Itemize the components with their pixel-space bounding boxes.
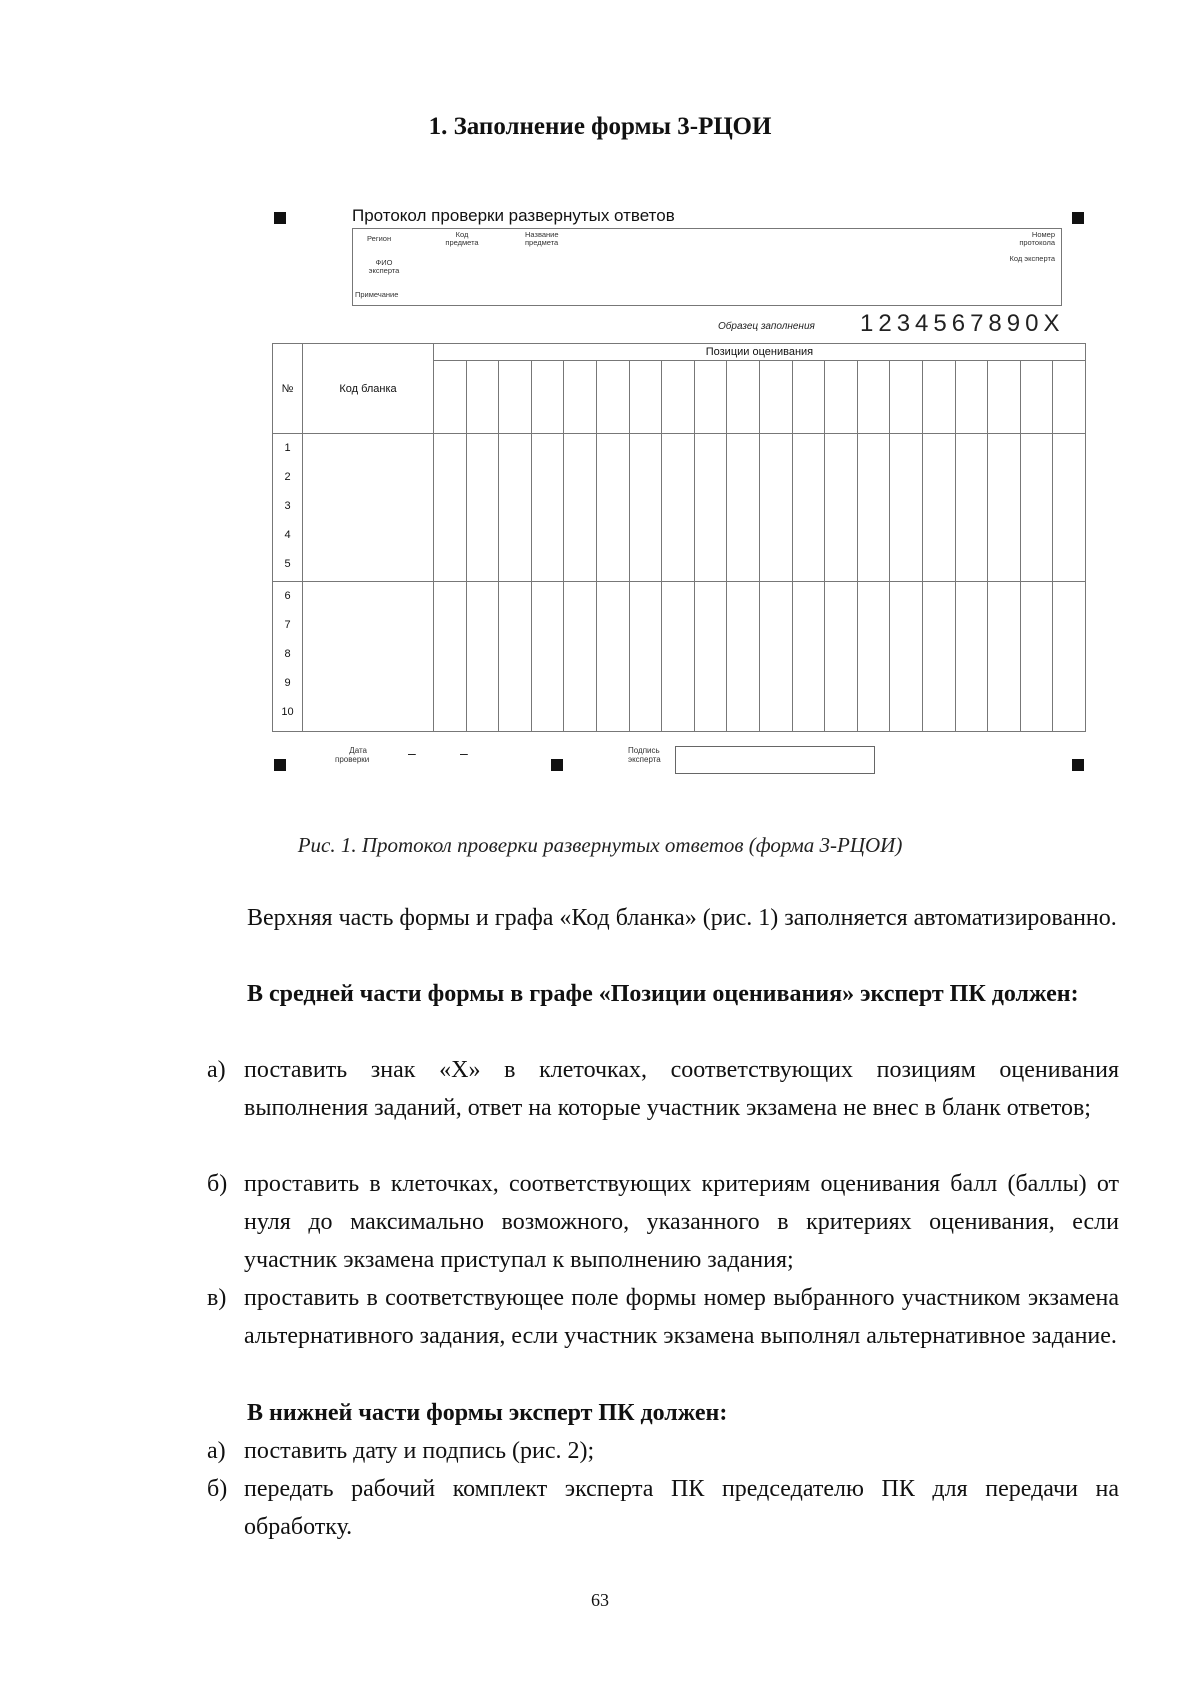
form-header-box <box>352 228 1062 306</box>
list-item <box>207 1470 1119 1546</box>
form-title: Протокол проверки развернутых ответов <box>352 206 675 225</box>
note-label: Примечание <box>355 290 399 299</box>
list-item <box>207 1432 1119 1470</box>
sample-label: Образец заполнения <box>718 321 815 332</box>
position-cell[interactable] <box>955 361 988 434</box>
sample-value: 1234567890X <box>860 310 1065 337</box>
row-number: 9 <box>284 677 291 689</box>
position-cell[interactable] <box>531 361 564 434</box>
date-label: Дата проверки <box>335 746 370 764</box>
date-separator: – <box>460 745 468 761</box>
position-cell[interactable] <box>629 361 662 434</box>
position-cell[interactable] <box>564 361 597 434</box>
position-cell[interactable] <box>792 361 825 434</box>
subject-code-label: Код предмета <box>445 230 479 247</box>
list-text: поставить дату и подпись (рис. 2); <box>244 1438 595 1464</box>
signature-box[interactable] <box>675 746 875 774</box>
row-number: 6 <box>284 590 291 602</box>
paragraph-bold: В средней части формы в графе «Позиции оценивания» эксперт ПК должен: <box>247 981 1079 1007</box>
position-cell[interactable] <box>825 361 858 434</box>
corner-mark-icon <box>1072 212 1084 224</box>
region-label: Регион <box>367 234 392 243</box>
list-marker: б) <box>207 1476 228 1502</box>
position-cell[interactable] <box>857 361 890 434</box>
expert-name-label: ФИО эксперта <box>368 258 400 275</box>
list-item <box>207 1279 1119 1355</box>
expert-code-label: Код эксперта <box>1009 254 1055 263</box>
list-marker: б) <box>207 1171 228 1197</box>
signature-label: Подпись эксперта <box>628 746 661 764</box>
position-cell[interactable] <box>499 361 532 434</box>
position-cell[interactable] <box>434 361 467 434</box>
list-text: проставить в соответствующее поле формы номер выбранного участником экзамена альтернативного задания, если участник экзамена выполнял альтернативное задание. <box>244 1285 1119 1349</box>
row-number: 4 <box>284 529 291 541</box>
position-cell[interactable] <box>922 361 955 434</box>
position-cell[interactable] <box>466 361 499 434</box>
position-cell[interactable] <box>727 361 760 434</box>
position-cell[interactable] <box>890 361 923 434</box>
corner-mark-icon <box>551 759 563 771</box>
code-cell <box>303 434 434 582</box>
evaluation-table <box>272 343 1086 732</box>
row-number: 10 <box>281 706 294 718</box>
row-number: 2 <box>284 471 291 483</box>
corner-mark-icon <box>274 212 286 224</box>
list-text: проставить в клеточках, соответствующих критериям оценивания балл (баллы) от нуля до максимально возможного, указанного в критериях оценивания, если участник экзамена приступал к выполнению задания; <box>244 1171 1119 1273</box>
subject-name-label: Название предмета <box>525 230 559 247</box>
list-marker: в) <box>207 1285 227 1311</box>
list-text: передать рабочий комплект эксперта ПК председателю ПК для передачи на обработку. <box>244 1476 1119 1540</box>
number-column-header: № <box>273 344 303 434</box>
section-heading: 1. Заполнение формы 3-РЦОИ <box>428 113 772 140</box>
position-cell[interactable] <box>988 361 1021 434</box>
corner-mark-icon <box>1072 759 1084 771</box>
row-numbers-block <box>273 582 303 732</box>
positions-column-header: Позиции оценивания <box>434 344 1086 361</box>
row-number: 8 <box>284 648 291 660</box>
paragraph-bold: В нижней части формы эксперт ПК должен: <box>247 1400 728 1426</box>
row-number: 7 <box>284 619 291 631</box>
row-number: 3 <box>284 500 291 512</box>
position-cell[interactable] <box>1053 361 1086 434</box>
list-item <box>207 1051 1119 1127</box>
position-cell[interactable] <box>694 361 727 434</box>
row-number: 1 <box>284 442 291 454</box>
code-cell <box>303 582 434 732</box>
row-numbers-block <box>273 434 303 582</box>
position-cell[interactable] <box>596 361 629 434</box>
figure-caption: Рис. 1. Протокол проверки развернутых ответов (форма 3-РЦОИ) <box>297 833 903 857</box>
corner-mark-icon <box>274 759 286 771</box>
code-column-header: Код бланка <box>303 344 434 434</box>
list-text: поставить знак «X» в клеточках, соответствующих позициям оценивания выполнения заданий, ответ на которые участник экзамена не внес в бланк ответов; <box>244 1057 1119 1121</box>
position-cell[interactable] <box>759 361 792 434</box>
list-item <box>207 1165 1119 1279</box>
list-marker: а) <box>207 1057 226 1083</box>
row-number: 5 <box>284 558 291 570</box>
page-number: 63 <box>591 1590 609 1610</box>
position-cell[interactable] <box>1020 361 1053 434</box>
list-marker: а) <box>207 1438 226 1464</box>
paragraph: Верхняя часть формы и графа «Код бланка» (рис. 1) заполняется автоматизированно. <box>247 905 1117 931</box>
position-cell[interactable] <box>662 361 695 434</box>
protocol-number-label: Номер протокола <box>1019 230 1055 247</box>
date-separator: – <box>408 745 416 761</box>
